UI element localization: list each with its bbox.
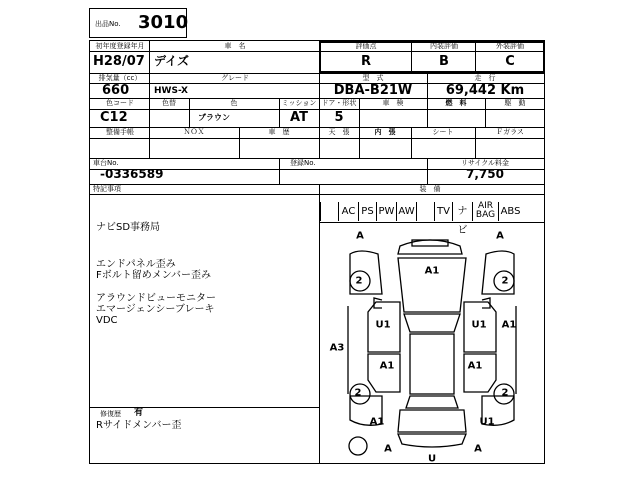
equipment-item: AC bbox=[338, 202, 358, 221]
score-label: 評価点 bbox=[355, 42, 377, 50]
damage-mark: A bbox=[496, 230, 504, 242]
note-line: Fボルト留めメンバー歪み bbox=[96, 270, 212, 281]
recycle-fee-value: 7,750 bbox=[466, 167, 504, 181]
color-code-label: 色コード bbox=[106, 99, 134, 107]
rear-glass-outline bbox=[406, 396, 458, 408]
damage-mark: A bbox=[356, 230, 364, 242]
interior-grade-label: 内装評価 bbox=[430, 42, 458, 50]
repair-note: Rサイドメンバー歪 bbox=[96, 420, 182, 431]
repair-history-label: 修復歴 bbox=[100, 410, 121, 418]
note-line: エマージェンシーブレーキ bbox=[96, 304, 215, 315]
damage-mark: A3 bbox=[329, 342, 345, 354]
reg-year-value: H28/07 bbox=[93, 54, 145, 69]
damage-mark: U1 bbox=[479, 416, 495, 428]
equipment-item: PW bbox=[376, 202, 396, 221]
equipment-item: ABS bbox=[498, 202, 522, 221]
damage-mark: 2 bbox=[354, 387, 362, 399]
equipment-item bbox=[416, 202, 434, 221]
equipment-item: PS bbox=[358, 202, 376, 221]
mileage-value: 69,442 Km bbox=[445, 83, 525, 98]
damage-mark: 2 bbox=[501, 275, 509, 287]
damage-mark: 2 bbox=[501, 387, 509, 399]
damage-mark: U1 bbox=[471, 319, 487, 331]
grade-label: グレード bbox=[221, 74, 249, 82]
note-line: アラウンドビューモニター bbox=[96, 293, 216, 304]
rear-bumper-outline bbox=[398, 434, 466, 447]
score-highlight-box bbox=[319, 41, 545, 73]
trunk-outline bbox=[398, 410, 466, 432]
windshield-outline bbox=[404, 314, 460, 332]
drive-label: 駆 動 bbox=[504, 99, 526, 107]
car-name-label: 車 名 bbox=[224, 42, 246, 50]
exterior-grade-label: 外装評価 bbox=[496, 42, 524, 50]
damage-mark: A1 bbox=[379, 360, 395, 372]
mileage-label: 走 行 bbox=[474, 74, 496, 82]
damage-mark: 2 bbox=[355, 275, 363, 287]
equipment-item: AW bbox=[396, 202, 416, 221]
note-line: エンドパネル歪み bbox=[96, 259, 176, 270]
displacement-value: 660 bbox=[102, 83, 130, 98]
repair-history-value: 有 bbox=[134, 408, 144, 418]
fuel-label: 燃 料 bbox=[445, 99, 467, 107]
chassis-label: 車台No. bbox=[93, 159, 119, 167]
equipment-item: ナビ bbox=[452, 202, 472, 221]
notes-header: 特記事項 bbox=[93, 185, 121, 193]
registration-label: 登録No. bbox=[290, 159, 316, 167]
transmission-label: ミッション bbox=[281, 99, 317, 107]
chassis-value: -0336589 bbox=[100, 167, 164, 181]
exterior-grade-value: C bbox=[505, 54, 515, 69]
history-label: 車 歴 bbox=[268, 128, 290, 136]
color-label: 色 bbox=[230, 99, 238, 107]
color-value: ブラウン bbox=[198, 113, 230, 122]
doors-label: ドア・形状 bbox=[321, 99, 357, 107]
equipment-item: TV bbox=[434, 202, 452, 221]
damage-mark: A bbox=[474, 443, 482, 455]
lot-number-value: 3010 bbox=[138, 12, 189, 33]
note-line: VDC bbox=[96, 315, 118, 326]
spare-tire bbox=[349, 437, 367, 455]
model-value: DBA-B21W bbox=[333, 83, 413, 98]
damage-mark: A1 bbox=[369, 416, 385, 428]
score-value: R bbox=[360, 54, 372, 69]
damage-mark: U bbox=[427, 453, 437, 465]
equipment-header: 装 備 bbox=[419, 185, 441, 193]
damage-mark: U1 bbox=[375, 319, 391, 331]
roof-lining-label: 天 張 bbox=[328, 128, 350, 136]
service-book-label: 整備手帳 bbox=[106, 128, 134, 136]
nox-label: ＮＯＸ bbox=[183, 128, 205, 136]
seat-label: シート bbox=[432, 128, 454, 136]
color-change-label: 色替 bbox=[162, 99, 176, 107]
front-glass-label: Ｆガラス bbox=[496, 128, 524, 136]
recycle-fee-label: リサイクル料金 bbox=[460, 159, 510, 167]
note-line: ナビSD事務局 bbox=[96, 222, 161, 233]
lot-number-label: 出品No. bbox=[95, 20, 121, 28]
damage-mark: A1 bbox=[424, 265, 440, 277]
equipment-item: AIR BAG bbox=[472, 202, 498, 221]
roof-outline bbox=[410, 334, 454, 394]
reg-year-label: 初年度登録年月 bbox=[95, 42, 145, 50]
damage-mark: A1 bbox=[467, 360, 483, 372]
model-label: 型 式 bbox=[362, 74, 384, 82]
lot-number-box bbox=[89, 8, 187, 38]
damage-mark: A1 bbox=[501, 319, 517, 331]
inspection-label: 車 検 bbox=[382, 99, 404, 107]
grade-value: HWS-X bbox=[154, 86, 188, 96]
interior-lining-label: 内 張 bbox=[374, 128, 396, 136]
damage-mark: A bbox=[384, 443, 392, 455]
equipment-item bbox=[320, 202, 338, 221]
car-damage-diagram bbox=[320, 224, 544, 464]
color-code-value: C12 bbox=[100, 110, 128, 125]
displacement-label: 排気量（cc） bbox=[98, 74, 142, 82]
car-name-value: デイズ bbox=[154, 54, 190, 68]
front-bumper-outline bbox=[398, 240, 462, 254]
doors-value: 5 bbox=[334, 110, 344, 125]
interior-grade-value: B bbox=[439, 54, 449, 69]
transmission-value: AT bbox=[290, 110, 308, 125]
